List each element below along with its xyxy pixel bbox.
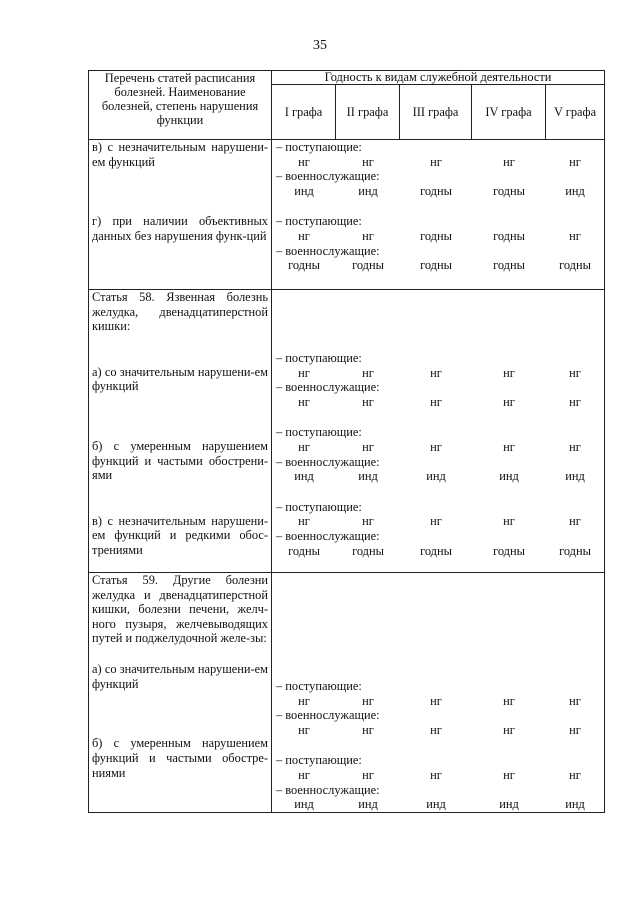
fitness-value: нг [298,722,310,737]
fitness-value: нг [569,439,581,454]
fitness-value: нг [430,394,442,409]
table-body [89,140,605,813]
article-title: Статья 58. Язвенная болезнь желудка, двенадцатиперстной кишки: [92,290,268,334]
fitness-value: нг [298,514,310,529]
applicants-label: – поступающие: [276,214,362,229]
fitness-entry [272,679,604,737]
fitness-value: нг [298,394,310,409]
fitness-entry [272,351,604,409]
header-column-2: II графа [336,85,400,140]
disease-entry: в) с незначительным нарушени-ем функций и редкими обос-трениями [92,513,268,557]
servicemen-label: – военнослужащие: [276,708,380,723]
fitness-value: инд [294,797,314,812]
fitness-value: нг [503,767,515,782]
fitness-value: инд [565,469,585,484]
fitness-value: нг [569,514,581,529]
fitness-value: годны [352,258,384,273]
fitness-value: нг [569,154,581,169]
fitness-entry [272,500,604,558]
fitness-value: годны [420,228,452,243]
fitness-value: нг [298,365,310,380]
fitness-value: нг [503,154,515,169]
servicemen-values [272,395,604,410]
fitness-value: нг [430,693,442,708]
disease-entry: г) при наличии объективных данных без нарушения функ-ций [92,214,268,243]
fitness-value: годны [559,258,591,273]
fitness-value: нг [430,365,442,380]
applicants-label: – поступающие: [276,753,362,768]
servicemen-label: – военнослужащие: [276,782,380,797]
applicants-label: – поступающие: [276,140,362,154]
fitness-value: нг [362,365,374,380]
section-row [89,290,605,573]
fitness-value: инд [499,797,519,812]
applicants-values [272,514,604,529]
fitness-value: годны [493,543,525,558]
fitness-value: нг [430,514,442,529]
fitness-value: годны [493,228,525,243]
fitness-value: нг [569,228,581,243]
servicemen-values [272,723,604,738]
servicemen-label: – военнослужащие: [276,528,380,543]
section-disease-cell [89,140,272,290]
fitness-value: инд [294,469,314,484]
disease-entry: б) с умеренным нарушением функций и частыми обострени-ями [92,439,268,483]
applicants-values [272,155,604,170]
header-column-1: I графа [272,85,336,140]
fitness-value: инд [565,183,585,198]
header-column-4: IV графа [472,85,546,140]
fitness-value: нг [362,693,374,708]
disease-entry: в) с незначительным нарушени-ем функций [92,140,268,169]
fitness-value: годны [559,543,591,558]
servicemen-values [272,184,604,199]
servicemen-values [272,797,604,812]
section-fitness-cell [272,290,605,573]
fitness-value: годны [493,258,525,273]
applicants-values [272,694,604,709]
applicants-values [272,440,604,455]
fitness-value: нг [569,767,581,782]
servicemen-label: – военнослужащие: [276,380,380,395]
fitness-entry [272,140,604,198]
fitness-value: нг [503,514,515,529]
fitness-value: нг [569,722,581,737]
fitness-value: нг [362,767,374,782]
disease-entry: б) с умеренным нарушением функций и частыми обостре-ниями [92,736,268,780]
fitness-value: нг [503,439,515,454]
servicemen-label: – военнослужащие: [276,454,380,469]
header-fitness: Годность к видам служебной деятельности [272,71,605,85]
fitness-value: нг [430,722,442,737]
section-fitness-cell [272,572,605,812]
fitness-value: нг [569,365,581,380]
fitness-value: нг [362,722,374,737]
disease-entry: а) со значительным нарушени-ем функций [92,364,268,394]
fitness-value: инд [358,183,378,198]
fitness-value: годны [420,543,452,558]
fitness-value: инд [358,469,378,484]
fitness-value: годны [288,543,320,558]
applicants-label: – поступающие: [276,351,362,365]
fitness-value: нг [298,767,310,782]
disease-entry: а) со значительным нарушени-ем функций [92,661,268,691]
header-diseases: Перечень статей расписания болезней. Наименование болезней, степень нарушения функции [89,71,272,140]
fitness-entry [272,214,604,272]
header-column-3: III графа [400,85,472,140]
section-fitness-cell [272,140,605,290]
header-column-5: V графа [546,85,605,140]
fitness-value: инд [426,797,446,812]
fitness-value: нг [503,394,515,409]
fitness-table [88,70,605,813]
applicants-label: – поступающие: [276,425,362,440]
fitness-value: годны [420,183,452,198]
applicants-label: – поступающие: [276,678,362,693]
fitness-value: годны [493,183,525,198]
article-title: Статья 59. Другие болезни желудка и двенадцатиперстной кишки, болезни печени, желч-ного пузыря, желчевыводящих путей и поджелудочной желе-зы: [92,572,268,646]
fitness-value: инд [294,183,314,198]
fitness-value: нг [362,514,374,529]
fitness-value: нг [503,693,515,708]
fitness-value: годны [352,543,384,558]
applicants-values [272,229,604,244]
servicemen-values [272,258,604,273]
servicemen-label: – военнослужащие: [276,243,380,258]
fitness-value: инд [565,797,585,812]
fitness-value: нг [503,722,515,737]
servicemen-values [272,544,604,559]
fitness-value: нг [298,439,310,454]
fitness-value: нг [362,228,374,243]
section-row [89,572,605,812]
applicants-values [272,366,604,381]
section-row [89,140,605,290]
section-disease-cell [89,290,272,573]
applicants-values [272,768,604,783]
section-disease-cell [89,572,272,812]
fitness-entry [272,753,604,811]
fitness-entry [272,425,604,483]
fitness-value: нг [430,154,442,169]
fitness-value: нг [298,693,310,708]
fitness-value: нг [503,365,515,380]
fitness-value: инд [426,469,446,484]
fitness-value: нг [298,228,310,243]
fitness-value: нг [569,394,581,409]
fitness-value: нг [362,439,374,454]
servicemen-label: – военнослужащие: [276,169,380,184]
fitness-value: нг [569,693,581,708]
fitness-value: инд [358,797,378,812]
fitness-value: инд [499,469,519,484]
fitness-value: нг [430,767,442,782]
applicants-label: – поступающие: [276,499,362,514]
servicemen-values [272,469,604,484]
fitness-value: нг [362,154,374,169]
page-number: 35 [313,38,327,53]
fitness-value: годны [288,258,320,273]
fitness-value: нг [298,154,310,169]
fitness-value: годны [420,258,452,273]
fitness-value: нг [362,394,374,409]
fitness-value: нг [430,439,442,454]
